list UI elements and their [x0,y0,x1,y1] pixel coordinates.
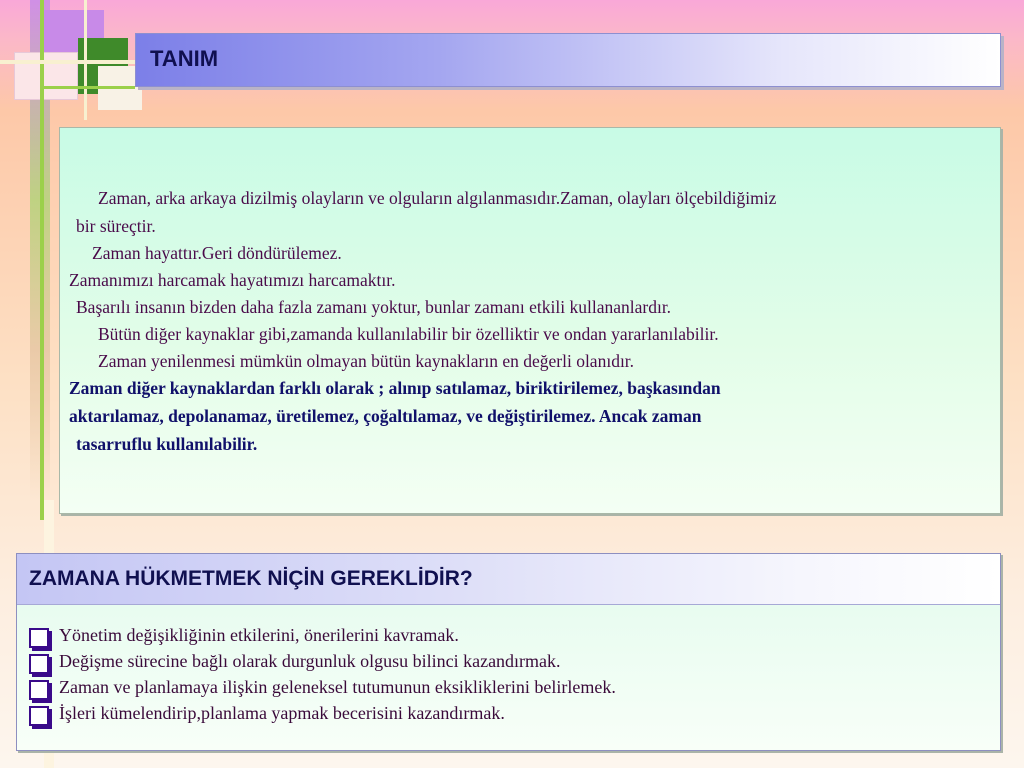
definition-line: bir süreçtir. [76,216,156,236]
square-checkbox-icon [29,654,49,674]
why-manage-time-section [16,553,1001,751]
definition-line: Zaman yenilenmesi mümkün olmayan bütün kaynakların en değerli olanıdır. [98,351,635,371]
title-bar [135,33,1001,87]
definition-line-bold: tasarruflu kullanılabilir. [76,434,258,454]
list-item-text: Yönetim değişikliğinin etkilerini, önerilerini kavramak. [59,625,459,645]
definition-line-bold: aktarılamaz, depolanamaz, üretilemez, çoğaltılamaz, ve değiştirilemez. Ancak zaman [69,406,702,426]
square-checkbox-icon [29,706,49,726]
square-checkbox-icon [29,628,49,648]
bullet-list [17,605,1000,750]
section-title: ZAMANA HÜKMETMEK NİÇİN GEREKLİDİR? [29,567,473,590]
definition-line: Bütün diğer kaynaklar gibi,zamanda kullanılabilir bir özelliktir ve ondan yararlanılabilir. [98,324,719,344]
list-item-text: Zaman ve planlamaya ilişkin geleneksel tutumunun eksikliklerini belirlemek. [59,677,616,697]
definition-line: Başarılı insanın bizden daha fazla zamanı yoktur, bunlar zamanı etkili kullananlardır. [76,297,672,317]
definition-box [59,127,1001,514]
page-title: TANIM [150,46,219,71]
definition-line: Zaman hayattır.Geri döndürülemez. [92,243,342,263]
list-item-text: İşleri kümelendirip,planlama yapmak becerisini kazandırmak. [59,703,505,723]
list-item-text: Değişme sürecine bağlı olarak durgunluk olgusu bilinci kazandırmak. [59,651,561,671]
section-header [17,554,1000,605]
square-checkbox-icon [29,680,49,700]
definition-line-bold: Zaman diğer kaynaklardan farklı olarak ; alınıp satılamaz, biriktirilemez, başkasından [69,378,721,398]
definition-line: Zamanımızı harcamak hayatımızı harcamaktır. [69,270,396,290]
definition-line: Zaman, arka arkaya dizilmiş olayların ve olguların algılanmasıdır.Zaman, olayları ölçebildiğimiz [98,188,777,208]
